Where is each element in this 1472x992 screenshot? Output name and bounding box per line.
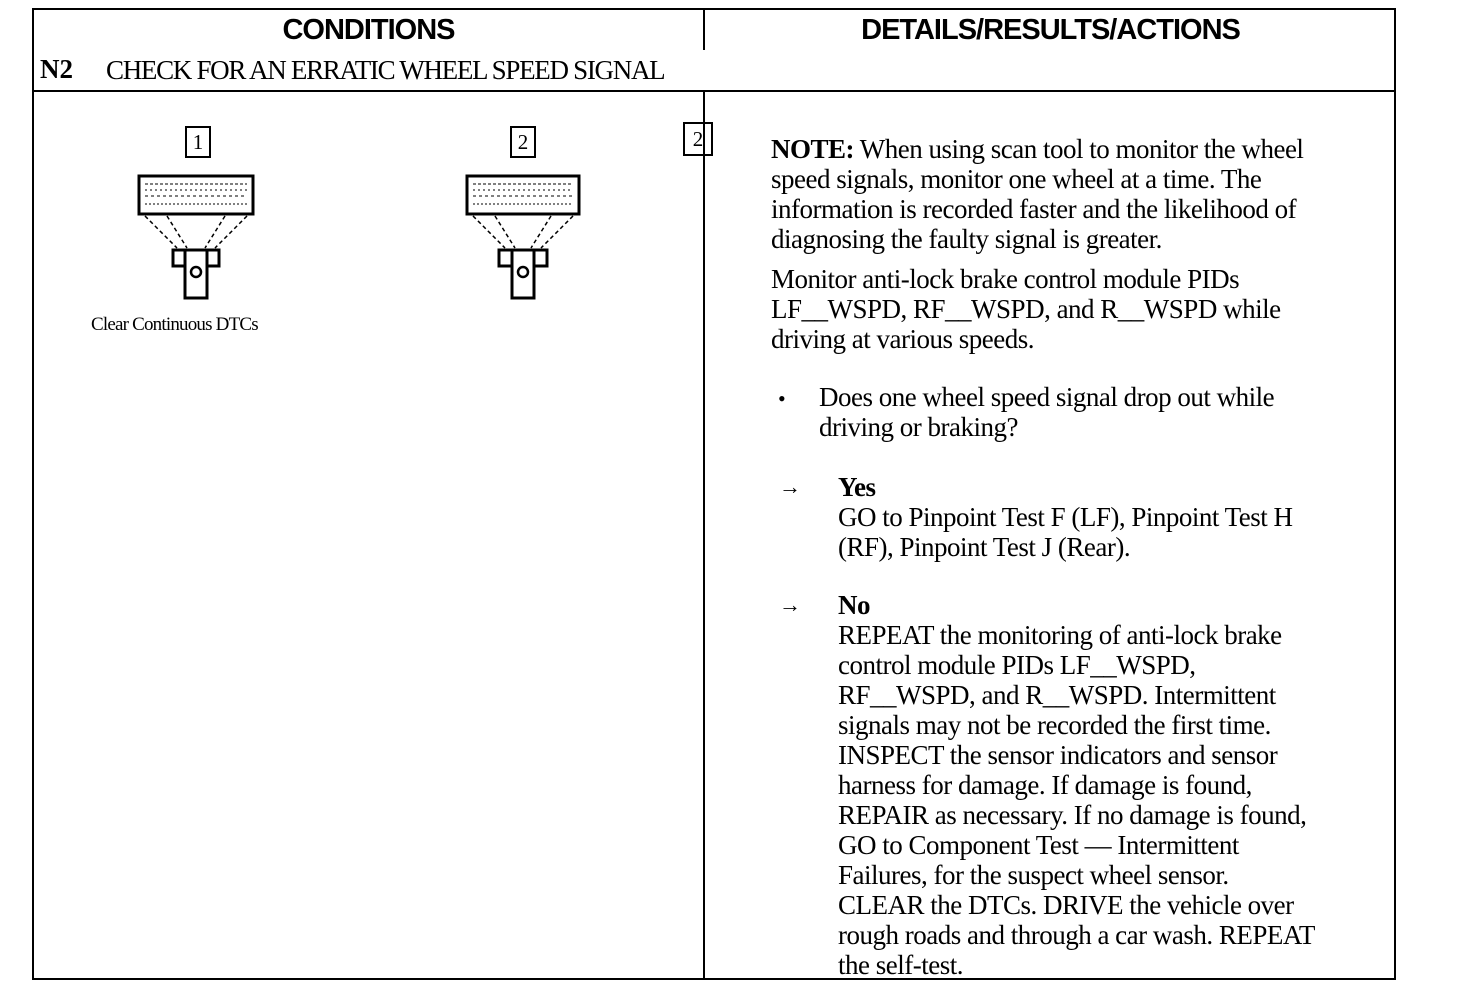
table-header-row [34, 10, 1394, 52]
scan-tool-diagram-2 [465, 126, 585, 296]
diagram-caption: Clear Continuous DTCs [91, 314, 258, 335]
scan-tool-icon [465, 126, 585, 302]
question-text: Does one wheel speed signal drop out while driving or braking? [819, 382, 1275, 442]
note-line-1: NOTE: When using scan tool to monitor the wheel [771, 134, 1304, 164]
conditions-header: CONDITIONS [282, 14, 455, 46]
step-title: CHECK FOR AN ERRATIC WHEEL SPEED SIGNAL [106, 55, 665, 85]
scan-tool-icon [137, 126, 257, 302]
diagram-1-number-box: 1 [185, 126, 211, 158]
note-lead: NOTE: [771, 134, 855, 164]
no-answer: No REPEAT the monitoring of anti-lock brake control module PIDs LF__WSPD, RF__WSPD, and R__WSPD. Intermittent signals may not be recorded the first time. INSPECT the sensor indicators and sensor harness for damage. If damage is found, REPAIR as necessary. If no damage is found, GO to Component Test — Intermittent Failures, for the suspect wheel sensor. CLEAR the DTCs. DRIVE the vehicle over rough roads and through a car wash. REPEAT the self-test. [838, 590, 1393, 980]
note-line-2: speed signals, monitor one wheel at a time. The [771, 164, 1262, 194]
no-label: No [838, 590, 870, 620]
yes-arrow-icon: → [779, 474, 801, 499]
details-step-box: 2 [683, 122, 713, 156]
details-header: DETAILS/RESULTS/ACTIONS [861, 14, 1240, 46]
no-arrow-icon: → [779, 592, 801, 617]
note-block [771, 134, 1391, 254]
yes-answer: Yes GO to Pinpoint Test F (LF), Pinpoint Test H (RF), Pinpoint Test J (Rear). [838, 472, 1388, 562]
scan-tool-diagram-1 [137, 126, 257, 296]
diagram-2-number-box: 2 [510, 126, 536, 158]
bullet-icon: • [778, 386, 786, 411]
yes-label: Yes [838, 472, 876, 502]
step-number: N2 [40, 54, 73, 84]
step-title-row [34, 50, 1394, 92]
monitor-instructions: Monitor anti-lock brake control module PIDs LF__WSPD, RF__WSPD, and R__WSPD while driving at various speeds. [771, 264, 1281, 354]
note-line-4: diagnosing the faulty signal is greater. [771, 224, 1162, 254]
note-line-3: information is recorded faster and the likelihood of [771, 194, 1297, 224]
